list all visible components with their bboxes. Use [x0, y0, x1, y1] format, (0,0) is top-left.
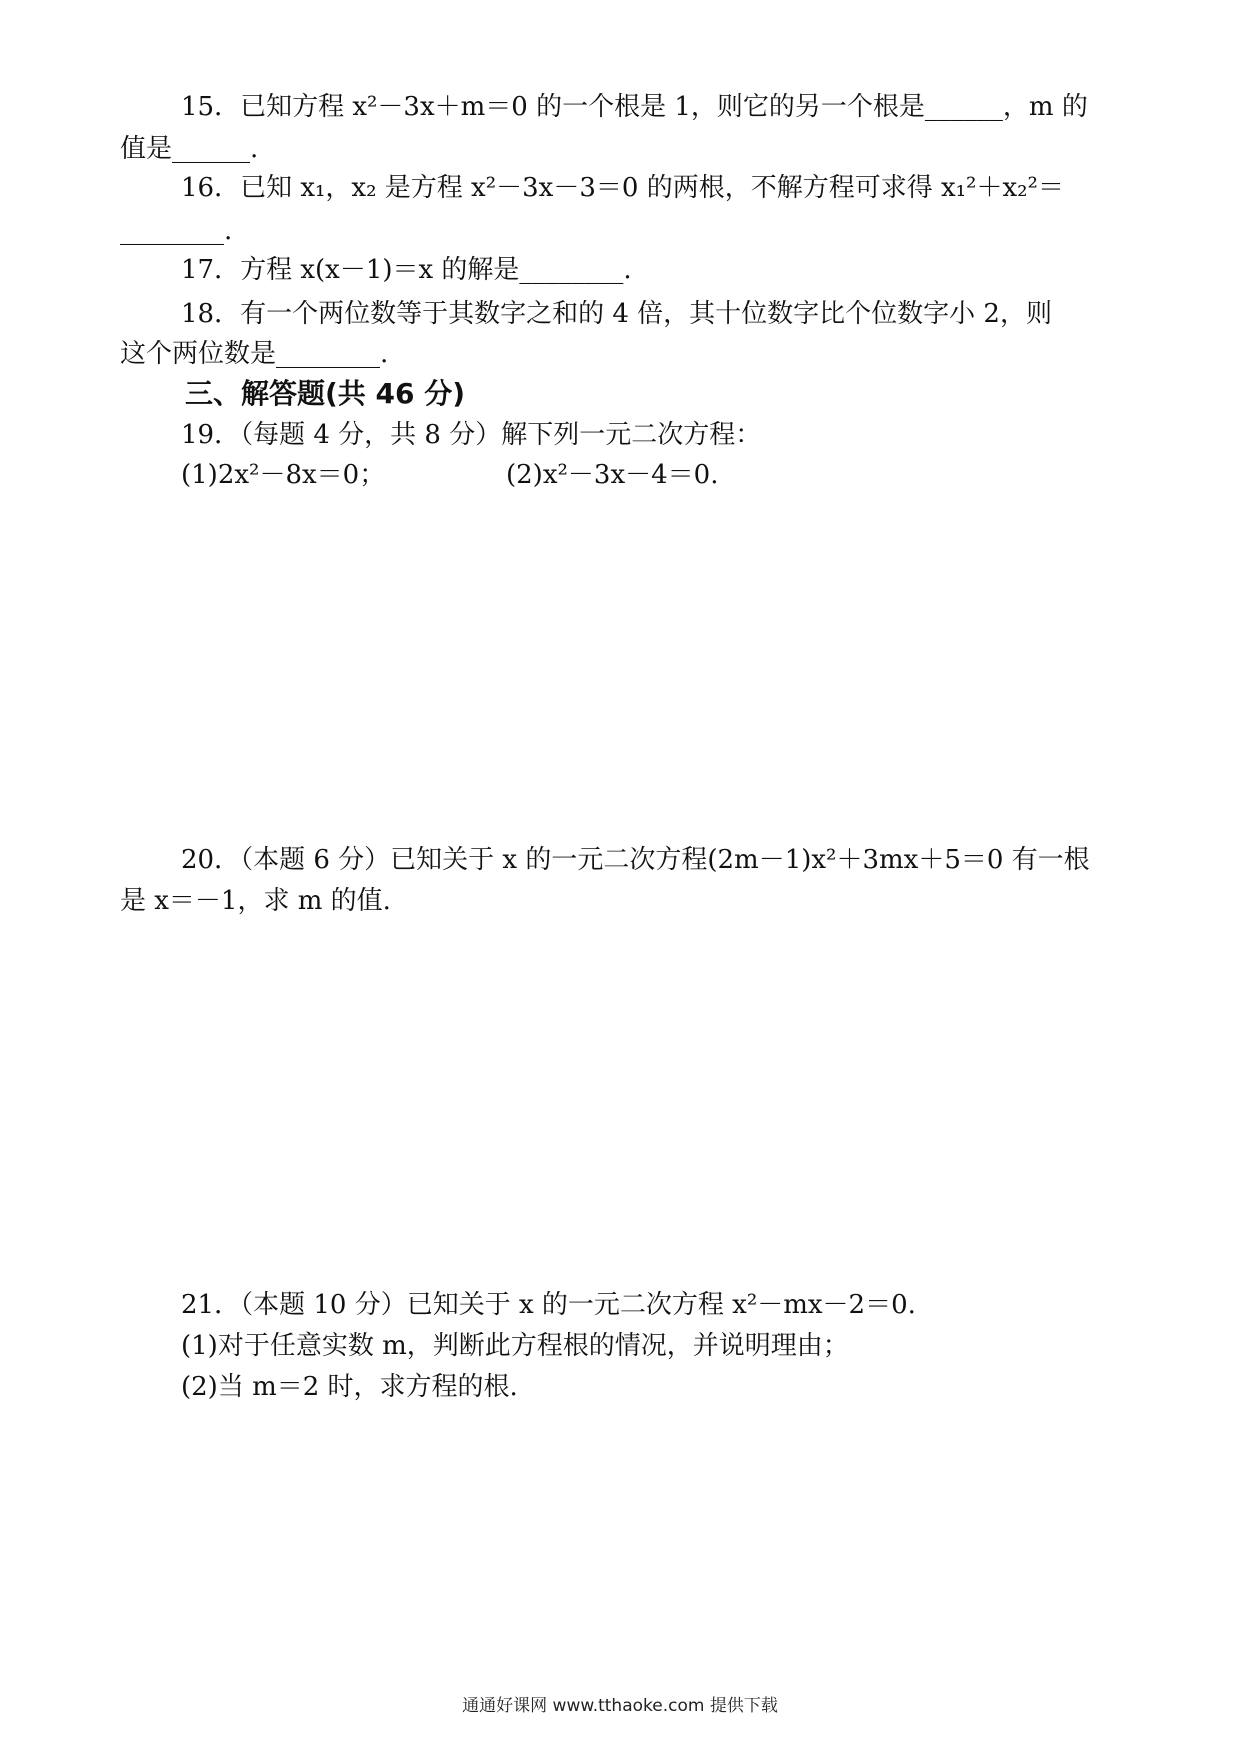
question-16-line-1: 16．已知 x₁，x₂ 是方程 x²－3x－3＝0 的两根，不解方程可求得 x₁²＋x₂²＝	[181, 173, 1064, 203]
question-20-line-2: 是 x＝－1，求 m 的值.	[120, 886, 391, 916]
section-heading-3: 三、解答题(共 46 分)	[185, 377, 466, 410]
question-21-part-1: (1)对于任意实数 m，判断此方程根的情况，并说明理由；	[181, 1331, 849, 1361]
question-19-line-1: 19．（每题 4 分，共 8 分）解下列一元二次方程：	[181, 420, 762, 450]
question-18-line-2: 这个两位数是________.	[120, 339, 389, 369]
question-16-line-2: ________.	[120, 216, 233, 246]
question-20-line-1: 20．（本题 6 分）已知关于 x 的一元二次方程(2m－1)x²＋3mx＋5＝0 有一根	[181, 845, 1090, 875]
question-18-line-1: 18．有一个两位数等于其数字之和的 4 倍，其十位数字比个位数字小 2，则	[181, 299, 1052, 329]
question-15-line-2: 值是______.	[120, 134, 259, 164]
question-21-line-1: 21．（本题 10 分）已知关于 x 的一元二次方程 x²－mx－2＝0.	[181, 1290, 916, 1320]
question-15-line-1: 15．已知方程 x²－3x＋m＝0 的一个根是 1，则它的另一个根是______，m 的	[181, 92, 1088, 122]
page-footer: 通通好课网 www.tthaoke.com 提供下载	[462, 1696, 778, 1716]
question-19-part-1: (1)2x²－8x＝0；	[181, 460, 386, 490]
question-17: 17．方程 x(x－1)＝x 的解是________.	[181, 255, 632, 285]
question-19-part-2: (2)x²－3x－4＝0.	[506, 460, 719, 490]
question-21-part-2: (2)当 m＝2 时，求方程的根.	[181, 1372, 518, 1402]
